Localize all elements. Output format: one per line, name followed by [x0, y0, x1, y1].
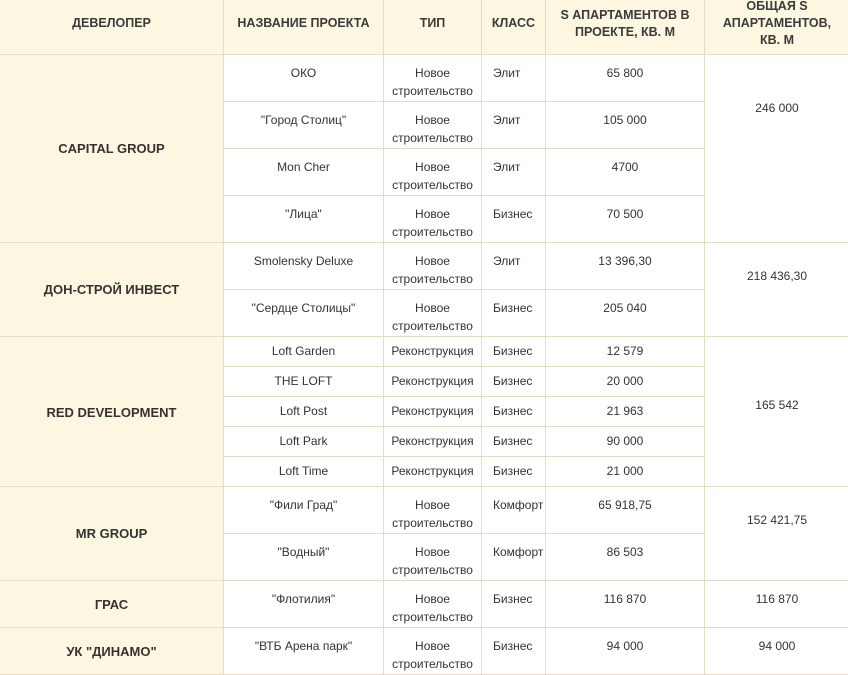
project-area: 205 040	[546, 290, 705, 337]
table-row	[0, 243, 848, 290]
project-type: Реконструкция	[384, 427, 482, 457]
table-row	[0, 337, 848, 367]
header-row	[0, 0, 848, 55]
project-type: Новое строительство	[384, 487, 482, 534]
header-class: КЛАСС	[482, 0, 546, 55]
project-name: Mon Cher	[224, 149, 384, 196]
project-name: "ВТБ Арена парк"	[224, 628, 384, 675]
project-area: 94 000	[546, 628, 705, 675]
project-name: Smolensky Deluxe	[224, 243, 384, 290]
project-type: Реконструкция	[384, 367, 482, 397]
project-name: ОКО	[224, 55, 384, 102]
project-class: Комфорт	[482, 534, 546, 581]
project-area: 116 870	[546, 581, 705, 628]
total-area: 165 542	[705, 337, 848, 487]
developer-cell: CAPITAL GROUP	[0, 55, 224, 243]
project-area: 4700	[546, 149, 705, 196]
project-area: 21 000	[546, 457, 705, 487]
project-type: Новое строительство	[384, 102, 482, 149]
header-developer: ДЕВЕЛОПЕР	[0, 0, 224, 55]
project-type: Реконструкция	[384, 397, 482, 427]
project-type: Новое строительство	[384, 243, 482, 290]
project-name: "Фили Град"	[224, 487, 384, 534]
project-type: Новое строительство	[384, 628, 482, 675]
project-area: 90 000	[546, 427, 705, 457]
project-area: 21 963	[546, 397, 705, 427]
project-type: Новое строительство	[384, 581, 482, 628]
project-area: 13 396,30	[546, 243, 705, 290]
project-class: Бизнес	[482, 427, 546, 457]
project-class: Бизнес	[482, 196, 546, 243]
project-name: "Флотилия"	[224, 581, 384, 628]
header-project: НАЗВАНИЕ ПРОЕКТА	[224, 0, 384, 55]
total-area: 152 421,75	[705, 487, 848, 581]
project-area: 86 503	[546, 534, 705, 581]
total-area: 94 000	[705, 628, 848, 675]
project-type: Реконструкция	[384, 337, 482, 367]
project-class: Бизнес	[482, 581, 546, 628]
developer-cell: УК "ДИНАМО"	[0, 628, 224, 675]
project-class: Элит	[482, 149, 546, 196]
project-name: "Лица"	[224, 196, 384, 243]
project-area: 20 000	[546, 367, 705, 397]
developer-cell: ДОН-СТРОЙ ИНВЕСТ	[0, 243, 224, 337]
project-type: Новое строительство	[384, 290, 482, 337]
table-row	[0, 487, 848, 534]
total-area: 246 000	[705, 55, 848, 243]
project-class: Бизнес	[482, 628, 546, 675]
project-type: Новое строительство	[384, 55, 482, 102]
project-area: 70 500	[546, 196, 705, 243]
header-type: ТИП	[384, 0, 482, 55]
developer-cell: RED DEVELOPMENT	[0, 337, 224, 487]
project-area: 105 000	[546, 102, 705, 149]
project-type: Новое строительство	[384, 534, 482, 581]
project-area: 65 800	[546, 55, 705, 102]
project-name: Loft Post	[224, 397, 384, 427]
project-area: 12 579	[546, 337, 705, 367]
header-area: S АПАРТАМЕНТОВ В ПРОЕКТЕ, КВ. М	[546, 0, 705, 55]
table-row	[0, 581, 848, 628]
project-name: Loft Park	[224, 427, 384, 457]
project-area: 65 918,75	[546, 487, 705, 534]
total-area: 218 436,30	[705, 243, 848, 337]
project-type: Новое строительство	[384, 196, 482, 243]
table-row	[0, 628, 848, 675]
project-class: Элит	[482, 243, 546, 290]
developer-cell: MR GROUP	[0, 487, 224, 581]
project-class: Элит	[482, 55, 546, 102]
header-total: ОБЩАЯ S АПАРТАМЕНТОВ, КВ. М	[705, 0, 848, 55]
project-class: Бизнес	[482, 290, 546, 337]
total-area: 116 870	[705, 581, 848, 628]
project-name: Loft Garden	[224, 337, 384, 367]
project-class: Бизнес	[482, 457, 546, 487]
project-class: Бизнес	[482, 337, 546, 367]
developer-cell: ГРАС	[0, 581, 224, 628]
project-name: THE LOFT	[224, 367, 384, 397]
project-type: Новое строительство	[384, 149, 482, 196]
project-name: "Город Столиц"	[224, 102, 384, 149]
project-type: Реконструкция	[384, 457, 482, 487]
project-class: Комфорт	[482, 487, 546, 534]
project-class: Бизнес	[482, 367, 546, 397]
project-name: "Водный"	[224, 534, 384, 581]
project-class: Бизнес	[482, 397, 546, 427]
project-class: Элит	[482, 102, 546, 149]
table-row	[0, 55, 848, 102]
project-name: "Сердце Столицы"	[224, 290, 384, 337]
project-name: Loft Time	[224, 457, 384, 487]
